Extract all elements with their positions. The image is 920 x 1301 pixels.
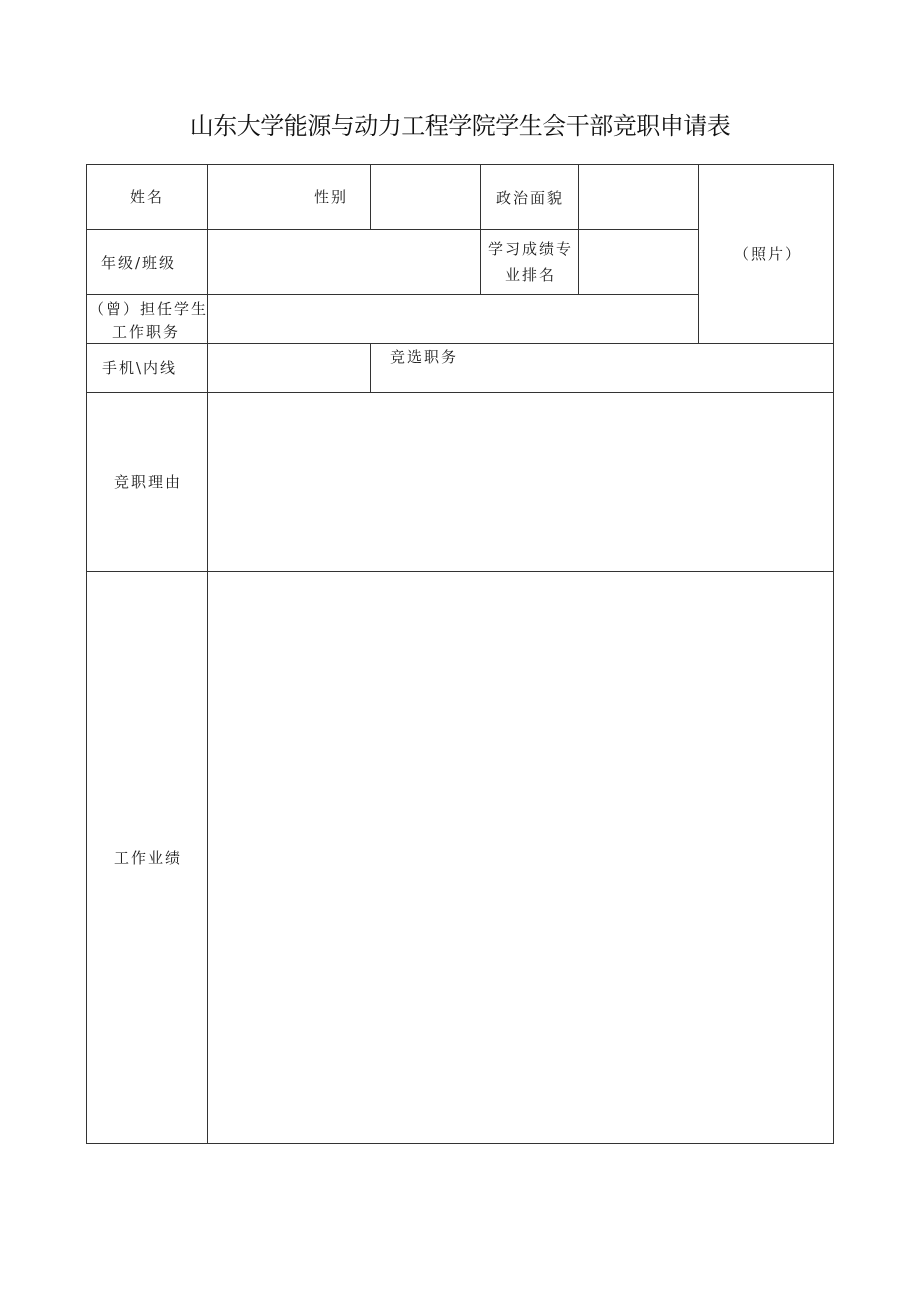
photo-area[interactable] [699, 165, 833, 343]
table-border-right [833, 164, 834, 1144]
gender-field[interactable] [371, 165, 480, 229]
column-divider [370, 343, 371, 392]
label-academic-rank-line2: 业排名 [505, 266, 557, 284]
column-divider [480, 164, 481, 294]
label-academic-rank-line1: 学习成绩专 [488, 240, 574, 258]
former-position-field[interactable] [208, 295, 698, 343]
label-phone: 手机\内线 [102, 359, 178, 377]
form-title: 山东大学能源与动力工程学院学生会干部竞职申请表 [189, 112, 731, 140]
political-status-field[interactable] [579, 165, 698, 229]
label-former-position-line2: 工作职务 [112, 323, 181, 341]
table-border-bottom [86, 1143, 834, 1144]
reason-field[interactable] [208, 393, 833, 571]
target-position-field[interactable] [460, 344, 833, 392]
achievements-field[interactable] [208, 572, 833, 1143]
table-border-left [86, 164, 87, 1144]
label-former-position-line1: （曾）担任学生 [89, 300, 209, 318]
label-target-position: 竞选职务 [390, 348, 459, 366]
grade-class-field[interactable] [208, 230, 480, 294]
name-field[interactable] [208, 165, 308, 229]
label-political-status: 政治面貌 [496, 189, 565, 207]
label-name: 姓名 [130, 188, 165, 206]
academic-rank-field[interactable] [579, 230, 698, 294]
label-reason: 竞职理由 [114, 473, 183, 491]
phone-field[interactable] [208, 344, 370, 392]
label-grade-class: 年级/班级 [101, 254, 177, 272]
label-gender: 性别 [314, 188, 349, 206]
label-achievements: 工作业绩 [114, 849, 183, 867]
label-photo: （照片） [734, 245, 803, 263]
